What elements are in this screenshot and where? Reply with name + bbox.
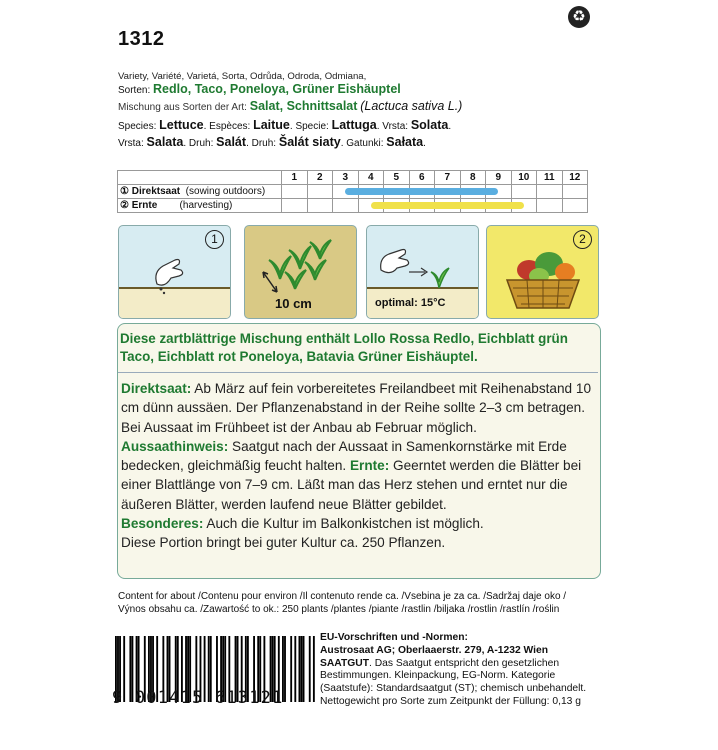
besonderes-heading: Besonderes:	[121, 516, 204, 532]
aussaathinweis-heading: Aussaathinweis:	[121, 438, 229, 454]
variety-languages: Variety, Variété, Varietá, Sorta, Odrůda, Odroda, Odmiana,	[118, 71, 367, 82]
month-1: 1	[282, 171, 308, 185]
mix-description: Diese zartblättrige Mischung enthält Lollo Rossa Redlo, Eichblatt grün Taco, Eichblatt rot Poneloya, Batavia Grüner Eishäuptel.	[120, 331, 568, 364]
month-4: 4	[358, 171, 384, 185]
barcode-bar	[313, 636, 315, 702]
divider	[118, 372, 598, 373]
month-8: 8	[460, 171, 486, 185]
month-11: 11	[537, 171, 563, 185]
step-number-1: 1	[205, 230, 224, 249]
vegetable-basket-icon	[499, 242, 587, 314]
species-line-2: Vrsta: Salata. Druh: Salát. Druh: Šalát siaty. Gatunki: Sałata.	[118, 135, 426, 149]
month-5: 5	[384, 171, 410, 185]
seedlings-icon	[255, 234, 347, 294]
optimal-temperature: optimal: 15°C	[375, 297, 446, 309]
recycle-icon: ♻	[568, 6, 590, 28]
portion-note: Diese Portion bringt bei guter Kultur ca. 250 Pflanzen.	[121, 535, 446, 551]
barcode-bar	[284, 636, 286, 702]
legal-info: EU-Vorschriften und -Normen: Austrosaat AG; Oberlaaerstr. 279, A-1232 Wien SAATGUT. Das Saatgut entspricht den gesetzlichen Bestimmungen. Kleinpackung, EG-Norm. Kategorie (Saatstufe): Standardsaatgut (ST); chemisch unbehandelt. Nettogewicht pro Sorte zum Zeitpunkt der Füllung: 0,13 g	[320, 632, 587, 707]
harvest-panel	[486, 225, 599, 319]
month-3: 3	[333, 171, 359, 185]
species-line-1: Species: Lettuce. Espèces: Laitue. Specie: Lattuga. Vrsta: Solata.	[118, 118, 452, 132]
row-spacing-label: 10 cm	[275, 296, 312, 311]
barcode-bar	[290, 636, 292, 702]
hand-sowing-icon	[149, 254, 189, 296]
month-10: 10	[511, 171, 537, 185]
barcode-bar	[301, 636, 303, 702]
direktsaat-heading: Direktsaat:	[121, 381, 192, 396]
row-ernte: ② Ernte (harvesting)	[118, 199, 282, 213]
month-2: 2	[307, 171, 333, 185]
barcode-number: 9 001415 613121	[112, 688, 284, 708]
spacing-panel	[244, 225, 357, 319]
row-direktsaat: ① Direktsaat (sowing outdoors)	[118, 185, 282, 199]
species-mix-line: Mischung aus Sorten der Art: Salat, Schnittsalat (Lactuca sativa L.)	[118, 99, 463, 113]
month-7: 7	[435, 171, 461, 185]
sorten-value: Redlo, Taco, Poneloya, Grüner Eishäuptel	[153, 82, 401, 96]
sorten-line: Sorten: Redlo, Taco, Poneloya, Grüner Eishäuptel	[118, 82, 401, 96]
barcode-bar	[309, 636, 311, 702]
month-9: 9	[486, 171, 512, 185]
hand-seedling-icon	[377, 246, 457, 291]
barcode-bar	[299, 636, 301, 702]
article-number: 1312	[118, 28, 165, 50]
direktsaat-period-bar	[345, 188, 498, 195]
temperature-panel	[366, 225, 479, 319]
step-number-2: 2	[573, 230, 592, 249]
barcode-bar	[294, 636, 296, 702]
ernte-heading: Ernte:	[349, 458, 390, 474]
content-note: Content for about /Contenu pour environ /Il contenuto rende ca. /Vsebina je za ca. /Sadržaj daje oko / Výnos obsahu ca. /Zawartość to ok.: 250 plants /plantes /piante /rastlin /biljaka /rostlin /rastlín /roślin	[118, 591, 567, 616]
ernte-period-bar	[371, 202, 524, 209]
cultivation-instructions: Direktsaat: Ab März auf fein vorbereitetes Freilandbeet mit Reihenabstand 10 cm dünn aussäen. Der Pflanzenabstand in der Reihe sollte 2–3 cm betragen. Bei Aussaat im Frühbeet ist der Anbau ab Februar möglich. Aussaathinweis: Saatgut nach der Aussaat in Samenkornstärke mit Erde bedecken, gleichmäßig feucht halten. Ernte: Geerntet werden die Blätter bei einer Blattlänge von 7–9 cm. Läßt man das Herz stehen und erntet nur die äußeren Blätter, werden laufend neue Blätter gebildet. Besonderes: Auch die Kultur im Balkonkistchen ist möglich. Diese Portion bringt bei guter Kultur ca. 250 Pflanzen.	[121, 381, 591, 551]
month-6: 6	[409, 171, 435, 185]
month-12: 12	[562, 171, 588, 185]
barcode-bar	[303, 636, 305, 702]
sowing-panel	[118, 225, 231, 319]
